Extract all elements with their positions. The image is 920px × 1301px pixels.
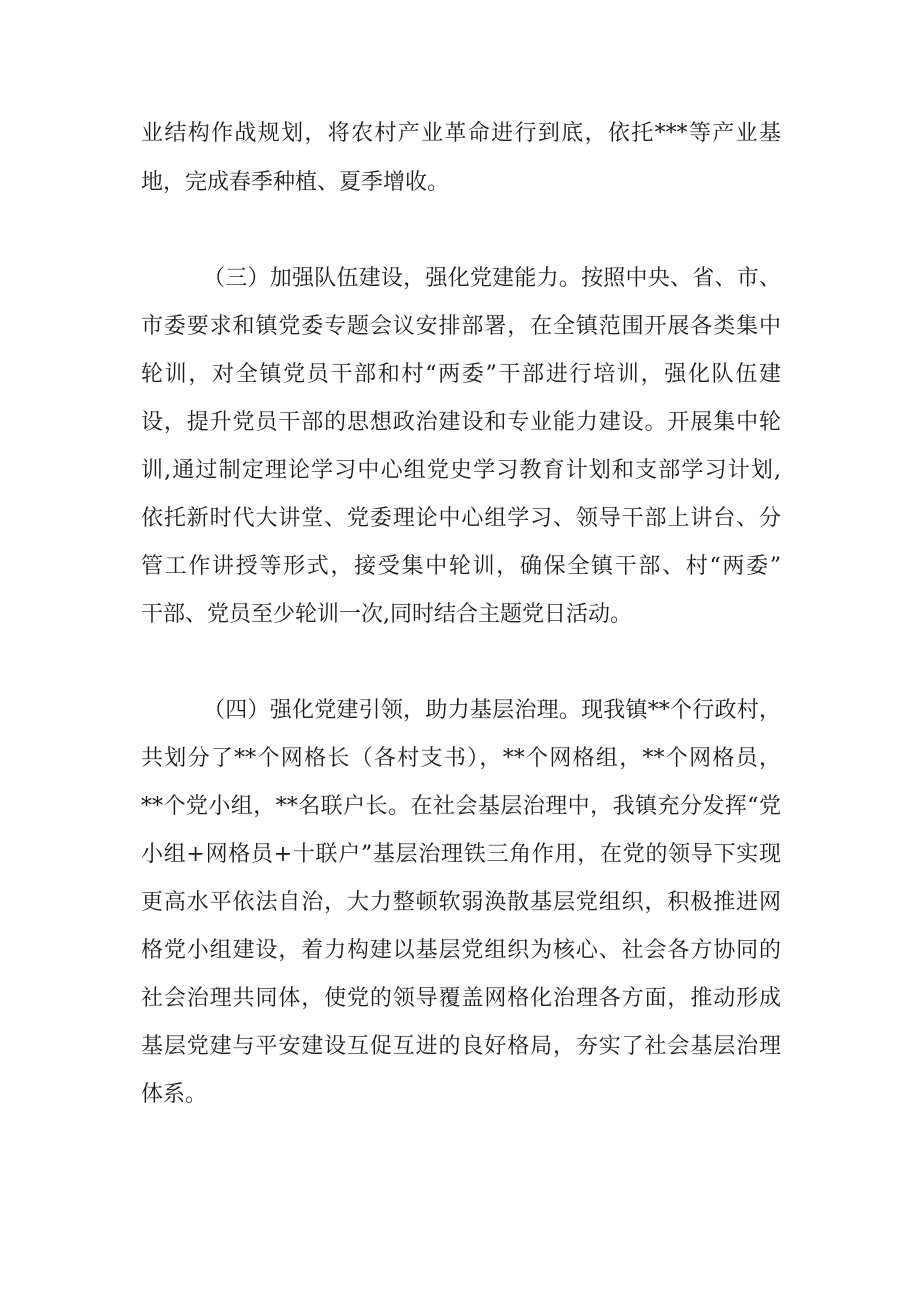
paragraph-2-line-2: 市委要求和镇党委专题会议安排部署，在全镇范围开展各类集中 — [141, 314, 781, 339]
paragraph-3-line-2: 共划分了**个网格长（各村支书），**个网格组，**个网格员， — [141, 746, 781, 771]
paragraph-3-line-1: （四）强化党建引领，助力基层治理。现我镇**个行政村， — [203, 698, 781, 723]
paragraph-2-line-3: 轮训，对全镇党员干部和村“两委”干部进行培训，强化队伍建 — [141, 362, 781, 387]
paragraph-3-line-7: 社会治理共同体，使党的领导覆盖网格化治理各方面，推动形成 — [141, 986, 781, 1011]
paragraph-1-line-2: 地，完成春季种植、夏季增收。 — [141, 170, 450, 195]
paragraph-3-line-8: 基层党建与平安建设互促互进的良好格局，夯实了社会基层治理 — [141, 1034, 781, 1059]
paragraph-2-line-6: 依托新时代大讲堂、党委理论中心组学习、领导干部上讲台、分 — [141, 506, 781, 531]
paragraph-3-line-6: 格党小组建设，着力构建以基层党组织为核心、社会各方协同的 — [141, 938, 781, 963]
paragraph-3-line-5: 更高水平依法自治，大力整顿软弱涣散基层党组织，积极推进网 — [141, 890, 781, 915]
paragraph-2-line-4: 设，提升党员干部的思想政治建设和专业能力建设。开展集中轮 — [141, 410, 781, 435]
paragraph-3-line-9: 体系。 — [141, 1082, 208, 1107]
paragraph-3-line-3: **个党小组，**名联户长。在社会基层治理中，我镇充分发挥“党 — [141, 794, 781, 819]
paragraph-3-line-4: 小组+网格员+十联户”基层治理铁三角作用，在党的领导下实现 — [141, 842, 781, 867]
paragraph-1-line-1: 业结构作战规划，将农村产业革命进行到底，依托***等产业基 — [141, 121, 781, 146]
paragraph-2-line-5: 训,通过制定理论学习中心组党史学习教育计划和支部学习计划, — [141, 458, 781, 483]
paragraph-2-line-7: 管工作讲授等形式，接受集中轮训，确保全镇干部、村“两委” — [141, 554, 781, 579]
paragraph-2-line-8: 干部、党员至少轮训一次,同时结合主题党日活动。 — [141, 602, 632, 627]
paragraph-2-line-1: （三）加强队伍建设，强化党建能力。按照中央、省、市、 — [203, 266, 781, 291]
